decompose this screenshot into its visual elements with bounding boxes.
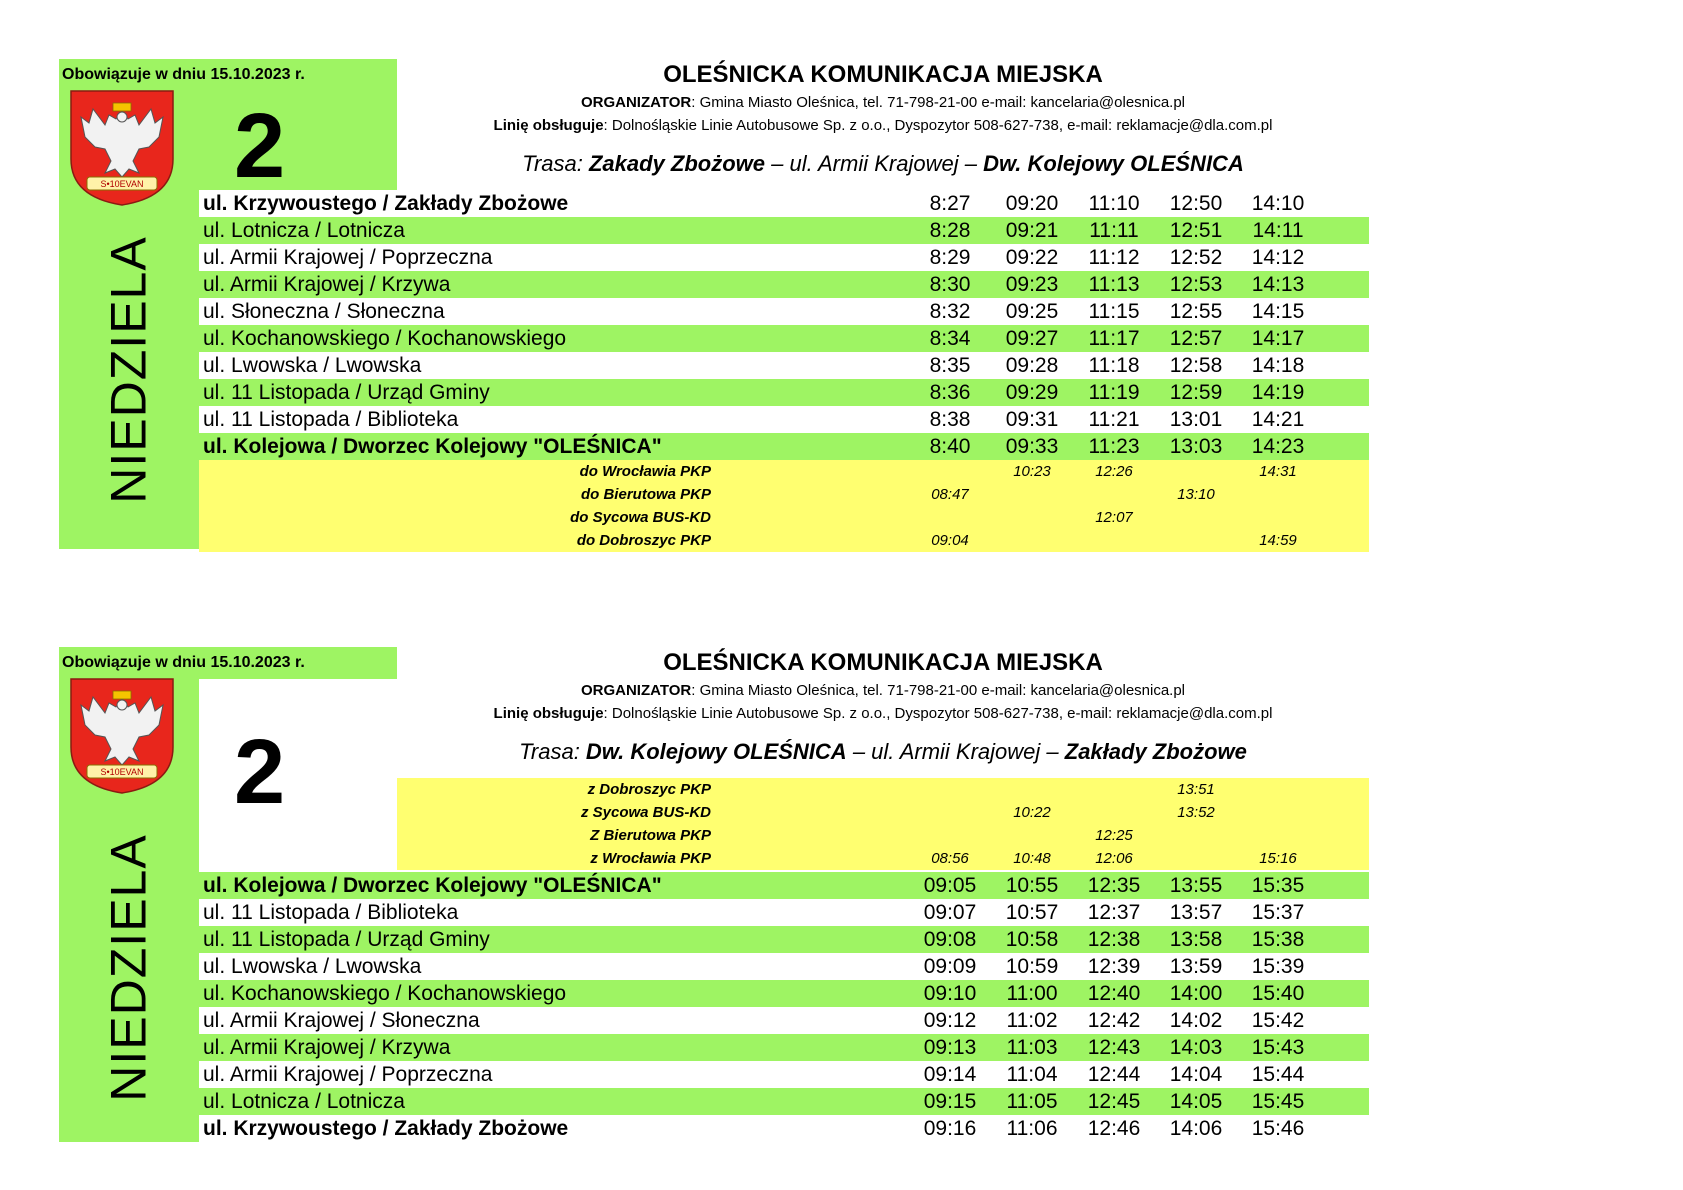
valid-from: Obowiązuje w dniu 15.10.2023 r.: [62, 654, 305, 671]
svg-text:S•10EVAN: S•10EVAN: [100, 767, 144, 777]
timetable-outbound: [59, 59, 1369, 549]
table-row: ul. Kolejowa / Dworzec Kolejowy "OLEŚNICA" 8:40 09:33 11:23 13:03 14:23: [199, 433, 1369, 460]
table-row: ul. Krzywoustego / Zakłady Zbożowe 09:16 11:06 12:46 14:06 15:46: [203, 1117, 1305, 1140]
table-row: ul. Armii Krajowej / Poprzeczna 09:14 11:04 12:44 14:04 15:44: [203, 1063, 1305, 1086]
city-crest-icon: [69, 677, 175, 795]
connections-table: [397, 778, 1369, 870]
header-operator: Linię obsługuje: Dolnośląskie Linie Autobusowe Sp. z o.o., Dyspozytor 508-627-738, e-mail: reklamacje@dla.com.pl: [493, 705, 1273, 722]
list-item: z Dobroszyc PKP 13:51: [587, 781, 1215, 798]
table-row: ul. Armii Krajowej / Poprzeczna 8:29 09:22 11:12 12:52 14:12: [203, 246, 1305, 269]
table-row: ul. Krzywoustego / Zakłady Zbożowe 8:27 09:20 11:10 12:50 14:10: [203, 192, 1305, 215]
table-row: ul. Armii Krajowej / Krzywa 8:30 09:23 11:13 12:53 14:13: [199, 271, 1369, 298]
table-row: ul. Lotnicza / Lotnicza 09:15 11:05 12:45 14:05 15:45: [199, 1088, 1369, 1115]
header-title: OLEŚNICKA KOMUNIKACJA MIEJSKA: [663, 61, 1103, 88]
table-row: ul. 11 Listopada / Urząd Gminy 09:08 10:58 12:38 13:58 15:38: [199, 926, 1369, 953]
valid-from: Obowiązuje w dniu 15.10.2023 r.: [62, 66, 305, 83]
table-row: ul. Kochanowskiego / Kochanowskiego 8:34 09:27 11:17 12:57 14:17: [199, 325, 1369, 352]
list-item: do Bierutowa PKP 08:47 13:10: [580, 486, 1215, 503]
header-route: Trasa: Zakady Zbożowe – ul. Armii Krajowej – Dw. Kolejowy OLEŚNICA: [522, 151, 1244, 176]
header-operator: Linię obsługuje: Dolnośląskie Linie Autobusowe Sp. z o.o., Dyspozytor 508-627-738, e-mail: reklamacje@dla.com.pl: [493, 117, 1273, 134]
table-row: ul. Słoneczna / Słoneczna 8:32 09:25 11:15 12:55 14:15: [203, 300, 1305, 323]
header-organizer: ORGANIZATOR: Gmina Miasto Oleśnica, tel. 71-798-21-00 e-mail: kancelaria@olesnica.pl: [580, 682, 1186, 699]
connections-table: [199, 460, 1369, 552]
table-row: ul. Kochanowskiego / Kochanowskiego 09:10 11:00 12:40 14:00 15:40: [199, 980, 1369, 1007]
stops-table: [199, 872, 1369, 1142]
day-label: NIEDZIELA: [101, 834, 157, 1102]
list-item: z Sycowa BUS-KD 10:22 13:52: [580, 804, 1215, 821]
table-row: ul. Kolejowa / Dworzec Kolejowy "OLEŚNICA" 09:05 10:55 12:35 13:55 15:35: [199, 872, 1369, 899]
svg-text:S•10EVAN: S•10EVAN: [100, 179, 144, 189]
line-number: 2: [234, 721, 286, 823]
list-item: do Sycowa BUS-KD 12:07: [570, 509, 1133, 526]
table-row: ul. Lotnicza / Lotnicza 8:28 09:21 11:11 12:51 14:11: [199, 217, 1369, 244]
day-label: NIEDZIELA: [101, 235, 157, 504]
table-row: ul. Lwowska / Lwowska 09:09 10:59 12:39 13:59 15:39: [203, 955, 1305, 978]
table-row: ul. Lwowska / Lwowska 8:35 09:28 11:18 12:58 14:18: [203, 354, 1305, 377]
stops-table: [199, 190, 1369, 460]
table-row: ul. 11 Listopada / Urząd Gminy 8:36 09:29 11:19 12:59 14:19: [199, 379, 1369, 406]
header-organizer: ORGANIZATOR: Gmina Miasto Oleśnica, tel. 71-798-21-00 e-mail: kancelaria@olesnica.pl: [580, 94, 1186, 111]
table-row: ul. 11 Listopada / Biblioteka 8:38 09:31 11:21 13:01 14:21: [203, 408, 1305, 431]
header-route: Trasa: Dw. Kolejowy OLEŚNICA – ul. Armii Krajowej – Zakłady Zbożowe: [519, 739, 1247, 764]
table-row: ul. 11 Listopada / Biblioteka 09:07 10:57 12:37 13:57 15:37: [203, 901, 1305, 924]
line-number: 2: [234, 95, 286, 197]
list-item: Z Bierutowa PKP 12:25: [590, 827, 1133, 844]
header-title: OLEŚNICKA KOMUNIKACJA MIEJSKA: [663, 649, 1103, 676]
list-item: do Wrocławia PKP 10:23 12:26 14:31: [579, 463, 1297, 480]
list-item: do Dobroszyc PKP 09:04 14:59: [576, 532, 1297, 549]
table-row: ul. Armii Krajowej / Słoneczna 09:12 11:02 12:42 14:02 15:42: [203, 1009, 1305, 1032]
list-item: z Wrocławia PKP 08:56 10:48 12:06 15:16: [590, 850, 1297, 867]
table-row: ul. Armii Krajowej / Krzywa 09:13 11:03 12:43 14:03 15:43: [199, 1034, 1369, 1061]
timetable-inbound: [59, 647, 1369, 1140]
